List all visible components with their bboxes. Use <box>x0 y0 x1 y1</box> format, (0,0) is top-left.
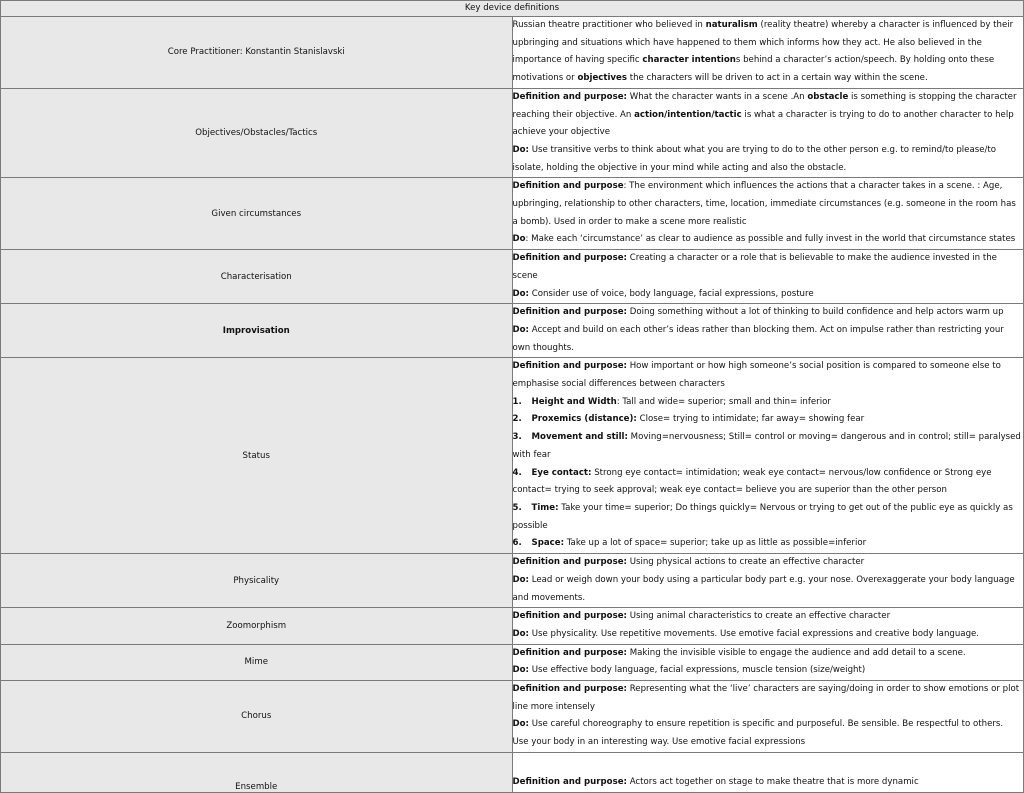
table-row <box>1 250 1024 304</box>
do-text: : Make each ‘circumstance’ as clear to audience as possible and fully invest in the world that circumstance states <box>525 234 1016 245</box>
term-cell: Improvisation <box>1 304 513 358</box>
do-text: Use transitive verbs to think about what you are trying to do to the other person e.g. to remind/to please/to isolate, holding the objective in your mind while acting and also the obstacle. <box>512 144 997 173</box>
definition-label: Definition and purpose: <box>512 253 627 264</box>
do-label: Do: <box>512 665 529 676</box>
definition-cell <box>512 250 1024 304</box>
list-label: Eye contact: <box>531 467 592 478</box>
keyword: action/intention/tactic <box>634 109 742 120</box>
keyword: obstacle <box>807 91 849 102</box>
definition-label: Definition and purpose: <box>512 557 627 568</box>
definition-line <box>513 774 1022 792</box>
definition-label: Definition and purpose: <box>512 361 627 372</box>
definition-text: What the character wants in a scene .An <box>626 91 808 102</box>
do-text: Lead or weigh down your body using a particular body part e.g. your nose. Overexaggerate your body language and movements. <box>512 574 1015 603</box>
term-cell: Zoomorphism <box>1 608 513 644</box>
do-line <box>513 716 1022 751</box>
definition-text: Actors act together on stage to make theatre that is more dynamic <box>626 777 919 788</box>
definition-label: Definition and purpose: <box>512 91 627 102</box>
do-label: Do: <box>512 324 529 335</box>
definition-cell <box>512 88 1024 178</box>
do-label: Do: <box>512 628 529 639</box>
list-label: Time: <box>531 502 559 513</box>
definition-cell <box>512 752 1024 792</box>
list-label: Height and Width <box>531 396 617 407</box>
list-text: : Tall and wide= superior; small and thin= inferior <box>616 396 831 407</box>
definition-cell <box>512 644 1024 680</box>
do-line <box>513 626 1022 644</box>
definition-label: Definition and purpose: <box>512 611 627 622</box>
keyword: naturalism <box>705 20 758 30</box>
do-line <box>513 231 1022 249</box>
definition-cell <box>512 681 1024 753</box>
definition-text: is something is stopping the character reaching their objective. An <box>512 91 1017 120</box>
do-text: Use physicality. Use repetitive movements. Use emotive facial expressions and creative body language. <box>528 628 980 639</box>
definition-cell <box>512 304 1024 358</box>
list-label: Movement and still: <box>531 432 628 443</box>
list-text: Close= trying to intimidate; far away= showing fear <box>636 414 865 425</box>
list-label: Space: <box>531 538 564 549</box>
do-line <box>513 286 1022 304</box>
do-text: Use careful choreography to ensure repetition is specific and purposeful. Be sensible. Be respectful to others. Use your body in an interesting way. Use emotive facial expressions <box>512 719 1004 748</box>
definition-text: (reality theatre) whereby a character is influenced by their upbringing and situations which have happened to them which informs how they act. He also believed in the importance of having specific <box>512 20 1014 66</box>
list-text: Take up a lot of space= superior; take up as little as possible=inferior <box>564 538 867 549</box>
definition-line <box>513 358 1022 393</box>
list-item <box>513 429 1022 464</box>
definition-label: Definition and purpose: <box>512 684 627 695</box>
list-number: 6. <box>512 538 522 549</box>
list-item <box>513 394 1022 412</box>
table-row <box>1 304 1024 358</box>
table-row <box>1 178 1024 250</box>
definition-label: Definition and purpose: <box>512 777 627 788</box>
list-number: 2. <box>512 414 522 425</box>
do-label: Do: <box>512 719 529 730</box>
do-text: Consider use of voice, body language, facial expressions, posture <box>528 288 814 299</box>
term-cell: Mime <box>1 644 513 680</box>
do-label: Do: <box>512 288 529 299</box>
list-label: Proxemics (distance): <box>531 414 637 425</box>
definition-cell <box>512 554 1024 608</box>
term-cell: Characterisation <box>1 250 513 304</box>
do-line <box>513 572 1022 607</box>
do-line <box>513 322 1022 357</box>
list-number: 5. <box>512 502 522 513</box>
term-cell: Ensemble <box>1 752 513 792</box>
term-cell: Status <box>1 358 513 554</box>
table-row <box>1 752 1024 792</box>
definition-cell <box>512 608 1024 644</box>
term-cell: Objectives/Obstacles/Tactics <box>1 88 513 178</box>
definition-cell <box>512 358 1024 554</box>
table-title: Key device definitions <box>1 1 1024 17</box>
do-text: Use effective body language, facial expressions, muscle tension (size/weight) <box>528 665 866 676</box>
do-text: Accept and build on each other’s ideas rather than blocking them. Act on impulse rather than restricting your own thoughts. <box>512 324 1004 353</box>
keyword: objectives <box>577 73 627 84</box>
list-text: Moving=nervousness; Still= control or moving= dangerous and in control; still= paralysed with fear <box>512 432 1021 460</box>
term-cell: Physicality <box>1 554 513 608</box>
definition-line <box>513 645 1022 663</box>
definition-text: Russian theatre practitioner who believed in <box>512 20 706 30</box>
do-label: Do <box>512 234 526 245</box>
list-item <box>513 411 1022 429</box>
definition-text: How important or how high someone’s social position is compared to someone else to emphasise social differences between characters <box>512 361 1001 390</box>
table-row <box>1 17 1024 89</box>
definition-text: Creating a character or a role that is believable to make the audience invested in the scene <box>512 253 997 281</box>
definition-text: is what a character is trying to do to another character to help achieve your objective <box>512 109 1014 138</box>
term-cell: Given circumstances <box>1 178 513 250</box>
definition-label: Definition and purpose: <box>512 647 627 658</box>
list-text: Strong eye contact= intimidation; weak eye contact= nervous/low confidence or Strong eye contact= trying to seek approval; weak eye contact= believe you are superior than the other person <box>512 467 992 496</box>
definition-text: Using physical actions to create an effective character <box>626 557 865 568</box>
definition-text: the characters will be driven to act in a certain way within the scene. <box>626 73 928 84</box>
definition-text: Doing something without a lot of thinking to build confidence and help actors warm up <box>626 307 1004 318</box>
table-row <box>1 358 1024 554</box>
list-item <box>513 535 1022 553</box>
term-cell: Core Practitioner: Konstantin Stanislavski <box>1 17 513 89</box>
term-cell: Chorus <box>1 681 513 753</box>
do-label: Do: <box>512 574 529 585</box>
table-row <box>1 608 1024 644</box>
table-title-row <box>1 1 1024 17</box>
definition-text: s behind a character’s action/speech. By holding onto these motivations or <box>512 55 995 84</box>
table-row <box>1 88 1024 178</box>
do-line <box>513 142 1022 177</box>
definition-text: : The environment which influences the actions that a character takes in a scene. : Age, upbringing, relationship to other characters, time, location, immediate circumstances (e.g. someone in the room has a bomb). Used in order to make a scene more realistic <box>512 181 1016 227</box>
list-number: 4. <box>512 467 522 478</box>
definition-text: Representing what the ‘live’ characters are saying/doing in order to show emotions or plot line more intensely <box>512 684 1020 712</box>
definition-line <box>513 608 1022 626</box>
definition-line <box>513 178 1022 231</box>
list-item <box>513 465 1022 500</box>
list-item <box>513 500 1022 535</box>
table-row <box>1 554 1024 608</box>
definition-line <box>513 554 1022 572</box>
definition-line <box>513 250 1022 285</box>
do-line <box>513 662 1022 680</box>
definition-label: Definition and purpose: <box>512 307 627 318</box>
definition-text: Using animal characteristics to create an effective character <box>626 611 891 622</box>
definition-line <box>513 89 1022 142</box>
do-label: Do: <box>512 144 529 155</box>
definition-cell <box>512 178 1024 250</box>
table-row <box>1 644 1024 680</box>
definition-cell <box>512 17 1024 89</box>
list-number: 3. <box>512 432 522 443</box>
list-text: Take your time= superior; Do things quickly= Nervous or trying to get out of the public eye as quickly as possible <box>512 502 1013 531</box>
list-number: 1. <box>512 396 522 407</box>
definition-label: Definition and purpose <box>512 181 624 192</box>
definition-line <box>513 304 1022 322</box>
keyword: character intention <box>642 55 736 66</box>
definition-text: Making the invisible visible to engage the audience and add detail to a scene. <box>626 647 966 658</box>
definition-line <box>513 681 1022 716</box>
table-row <box>1 681 1024 753</box>
